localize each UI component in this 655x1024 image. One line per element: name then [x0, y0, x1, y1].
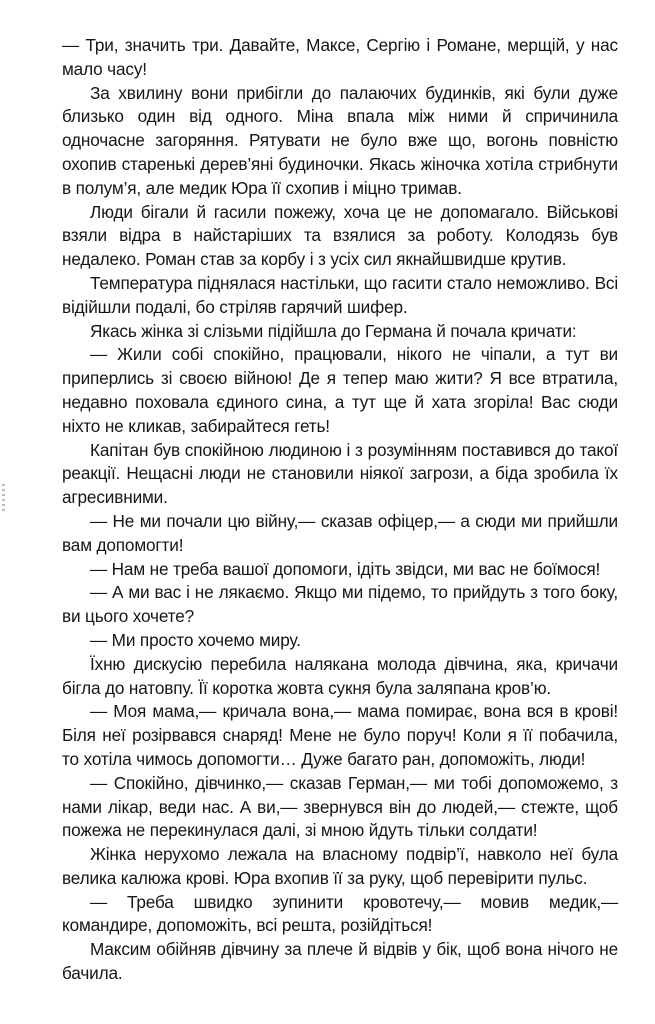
- paragraph: Температура піднялася настільки, що гасити стало неможливо. Всі відійшли подалі, бо стріляв гарячий шифер.: [62, 272, 618, 317]
- book-page-text: [62, 34, 618, 986]
- paragraph: — Спокійно, дівчинко,— сказав Герман,— ми тобі допоможемо, з нами лікар, веди нас. А ви,— звернувся він до людей,— стежте, щоб пожежа не перекинулася далі, зі мною йдуть тільки солдати!: [62, 772, 618, 841]
- paragraph: За хвилину вони прибігли до палаючих будинків, які були дуже близько один від одного. Міна впала між ними й спричинила одночасне загоряння. Рятувати не було вже що, вогонь повністю охопив старенькі дерев’яні будиночки. Якась жіночка хотіла стрибнути в полум’я, але медик Юра її схопив і міцно тримав.: [62, 82, 618, 198]
- paragraph: — Жили собі спокійно, працювали, нікого не чіпали, а тут ви приперлись зі своєю війною! Де я тепер маю жити? Я все втратила, недавно поховала єдиного сина, а тут ще й хата згоріла! Вас сюди ніхто не кликав, забирайтеся геть!: [62, 344, 618, 436]
- paragraph: — Ми просто хочемо миру.: [90, 629, 301, 650]
- paragraph: Жінка нерухомо лежала на власному подвір’ї, навколо неї була велика калюжа крові. Юра вхопив її за руку, щоб перевірити пульс.: [62, 844, 618, 888]
- paragraph: Капітан був спокійною людиною і з розумінням поставився до такої реакції. Нещасні люди не становили ніякої загрози, а біда зробила їх агресивними.: [62, 439, 618, 508]
- paragraph: Люди бігали й гасили пожежу, хоча це не допомагало. Військові взяли відра в найстаріших та взялися за роботу. Колодязь був недалеко. Роман став за корбу і з усіх сил якнайшвидше крутив.: [62, 201, 618, 270]
- paragraph: Їхню дискусію перебила налякана молода дівчина, яка, кричачи бігла до натовпу. Її коротка жовта сукня була заляпана кров’ю.: [62, 653, 618, 698]
- paragraph: Якась жінка зі слізьми підійшла до Германа й почала кричати:: [90, 320, 577, 341]
- paragraph: — Три, значить три. Давайте, Максе, Сергію і Романе, мерщій, у нас мало часу!: [62, 35, 618, 79]
- paragraph: Максим обійняв дівчину за плечe й відвів у бік, щоб вона нічого не бачила.: [62, 939, 618, 984]
- paragraph: — Нам не треба вашої допомоги, ідіть звідси, ми вас не боїмося!: [90, 558, 601, 579]
- paragraph: — Моя мама,— кричала вона,— мама помирає, вона вся в крові! Біля неї розірвався снаряд! Мене не було поруч! Коли я її побачила, то хотіла чимось допомогти… Дуже багато ран, допоможіть, люди!: [62, 701, 618, 769]
- paragraph: — А ми вас і не лякаємо. Якщо ми підемо, то прийдуть з того боку, ви цього хочете?: [62, 582, 618, 627]
- scan-edge-mark: [2, 484, 5, 514]
- paragraph: — Треба швидко зупинити кровотечу,— мовив медик,— командире, допоможіть, всі решта, розійдіться!: [62, 891, 618, 936]
- paragraph: — Не ми почали цю війну,— сказав офіцер,— а сюди ми прийшли вам допомогти!: [62, 510, 618, 555]
